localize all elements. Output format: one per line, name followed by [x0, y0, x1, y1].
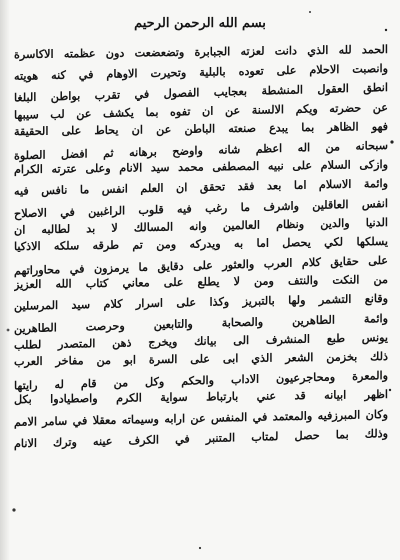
manuscript-line: عن حضرته ويكم الالسنة عن ان تفوه بما يكشف عن لب سيبها	[14, 99, 388, 122]
manuscript-line: وكان المبرزفيه والمعتمد في المنفس عن ارابه وسيماته معقلا في سامر الامم	[14, 406, 388, 429]
manuscript-line: وائمة الاسلام اما بعد فقد تحقق ان العلم انفس ما نافس فيه	[14, 176, 388, 199]
manuscript-line: الحمد لله الذي دانت لعزته الجبابرة وتضعضعت دون عظمته الاكاسرة	[14, 42, 388, 62]
manuscript-line: ذلك بخزمن الشعر الذي ابى على السرة ابو من مفاخر العرب	[14, 349, 388, 369]
manuscript-line: يونس طبع المنشرف الى بيانك ويخرج ذهن المتصدر لطلب	[14, 329, 388, 352]
manuscript-line: من النكت والنتف ومن لا يطلع على معاني كتاب الله العزيز	[14, 272, 388, 292]
manuscript-line: فهو الظاهر بما يبدع صنعته الباطن عن ان يحاط على الحقيقة	[14, 118, 388, 138]
manuscript-line: اظهر ابيانه قد عني بارتباط سواية الكرم واصطيادوا بكل	[14, 387, 388, 407]
manuscript-line: سبحانه من اله اعظم شانه واوضح برهانه ثم افضل الصلوة	[14, 137, 388, 163]
manuscript-line: وقانع التشمر ولها بالتبريز وكذا على اسرار كلام سيد المرسلين	[14, 291, 388, 314]
manuscript-line: وذلك بما حصل لمتاب المتنبر في الكرف عينه وترك الانام	[14, 425, 388, 451]
manuscript-line: وائمة الطاهرين والصحابة والتابعين وحرصت الطاهرين	[14, 310, 388, 336]
manuscript-text-block	[8, 6, 392, 554]
manuscript-lines	[8, 40, 392, 451]
manuscript-line: الدنيا والدين ونظام العالمين وانه المسالك لا بد لطالبه ان	[14, 214, 388, 237]
manuscript-line: يسلكها لكي يحصل اما به ويدركه ومن تم طرقه سلكه الاذكيا	[14, 233, 388, 254]
manuscript-line: انفس العاقلين واشرف ما رغب فيه قلوب الراغبين في الاصلاح	[14, 195, 388, 220]
manuscript-line: انطق العقول المنشطة بعجايب الفصول في تقرب بواطن البلغا	[14, 80, 388, 105]
basmala-heading: بسم الله الرحمن الرحيم	[134, 16, 266, 31]
manuscript-line: على حقايق كلام العرب والعثور على دقايق ما يرمزون في محاوراتهم	[14, 253, 388, 278]
manuscript-line: وانصبت الاحلام على تعوده بالبلية وتحيرت الاوهام في كنه هويته	[14, 61, 388, 84]
manuscript-line: والمعرة ومحاجرعيون الاداب والحكم وكل من قام له رايتها	[14, 368, 388, 393]
manuscript-line: وازكى السلام على نبيه المصطفى محمد سيد الانام وعلى عترته الكرام	[14, 157, 388, 177]
